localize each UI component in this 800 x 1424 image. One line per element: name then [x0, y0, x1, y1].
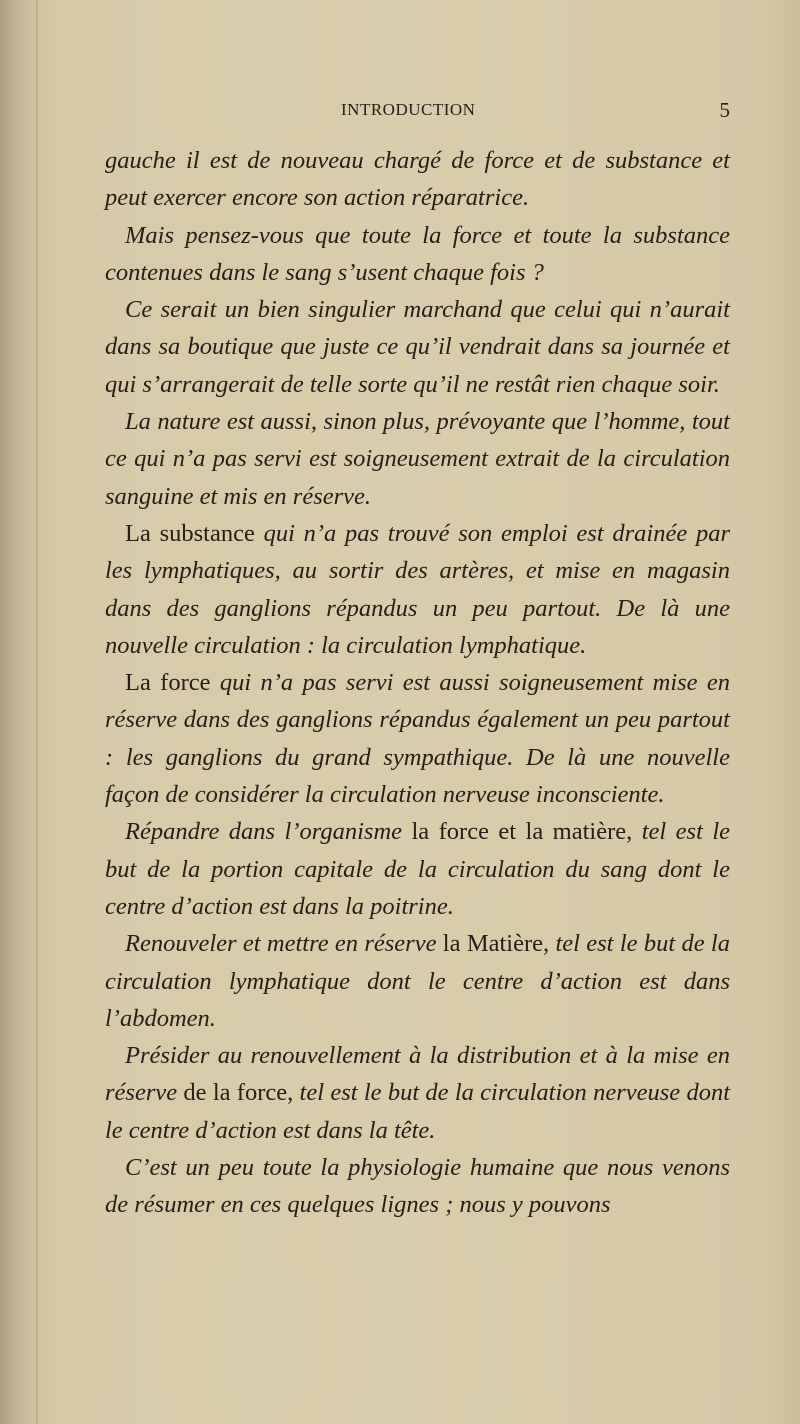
paragraph	[105, 925, 730, 1037]
text-run: Mais pensez-vous que toute la force et toute la substance contenues dans le sang s’usent chaque fois ?	[105, 221, 730, 286]
text-run: tel est le but de la circulation nerveuse dont le centre d’action est dans la tête.	[105, 1079, 730, 1144]
page-spine-shadow	[0, 0, 34, 1424]
text-run: la force et la matière,	[402, 818, 642, 846]
paragraph	[105, 142, 730, 217]
text-run: la Matière,	[436, 930, 556, 958]
text-run: qui n’a pas servi est aussi soigneusement mise en réserve dans des ganglions répandus également un peu partout : les ganglions du grand sympathique. De là une nouvelle façon de considérer la circulation nerveuse inconsciente.	[105, 669, 731, 809]
paragraph	[105, 403, 730, 515]
text-run: La force	[125, 669, 220, 697]
text-run: tel est le but de la circulation lymphatique dont le centre d’action est dans l’abdomen.	[105, 930, 730, 1032]
running-head-title: INTRODUCTION	[341, 100, 476, 119]
text-run: Ce serait un bien singulier marchand que celui qui n’aurait dans sa boutique que juste ce qu’il vendrait dans sa journée et qui s’arrangerait de telle sorte qu’il ne restât rien chaque soir.	[105, 296, 730, 398]
body-text	[105, 142, 730, 1224]
text-run: tel est le but de la portion capitale de la circulation du sang dont le centre d’action est dans la poitrine.	[105, 818, 731, 920]
paragraph	[105, 1149, 730, 1224]
text-run: La substance	[125, 519, 264, 547]
text-run: Présider au renouvellement à la distribution et à la mise en réserve	[105, 1042, 730, 1107]
text-run: de la force,	[177, 1079, 300, 1107]
paragraph	[105, 1037, 730, 1149]
text-run: Renouveler et mettre en réserve	[125, 930, 437, 958]
page-number: 5	[719, 98, 730, 122]
text-run: Répandre dans l’organisme	[125, 818, 403, 846]
text-run: C’est un peu toute la physiologie humaine que nous venons de résumer en ces quelques lignes ; nous y pouvons	[105, 1154, 730, 1219]
text-run: qui n’a pas trouvé son emploi est drainée par les lymphatiques, au sortir des artères, et mise en magasin dans des ganglions répandus un peu partout. De là une nouvelle circulation : la circulation lymphatique.	[105, 519, 730, 659]
gutter-line	[36, 0, 38, 1424]
text-run: gauche il est de nouveau chargé de force et de substance et peut exercer encore son action réparatrice.	[105, 147, 730, 212]
running-head	[105, 100, 730, 124]
paragraph	[105, 664, 730, 813]
text-run: La nature est aussi, sinon plus, prévoyante que l’homme, tout ce qui n’a pas servi est soigneusement extrait de la circulation sanguine et mis en réserve.	[105, 408, 730, 510]
paragraph	[105, 813, 730, 925]
paragraph	[105, 217, 730, 292]
paragraph	[105, 515, 730, 664]
paragraph	[105, 291, 730, 403]
